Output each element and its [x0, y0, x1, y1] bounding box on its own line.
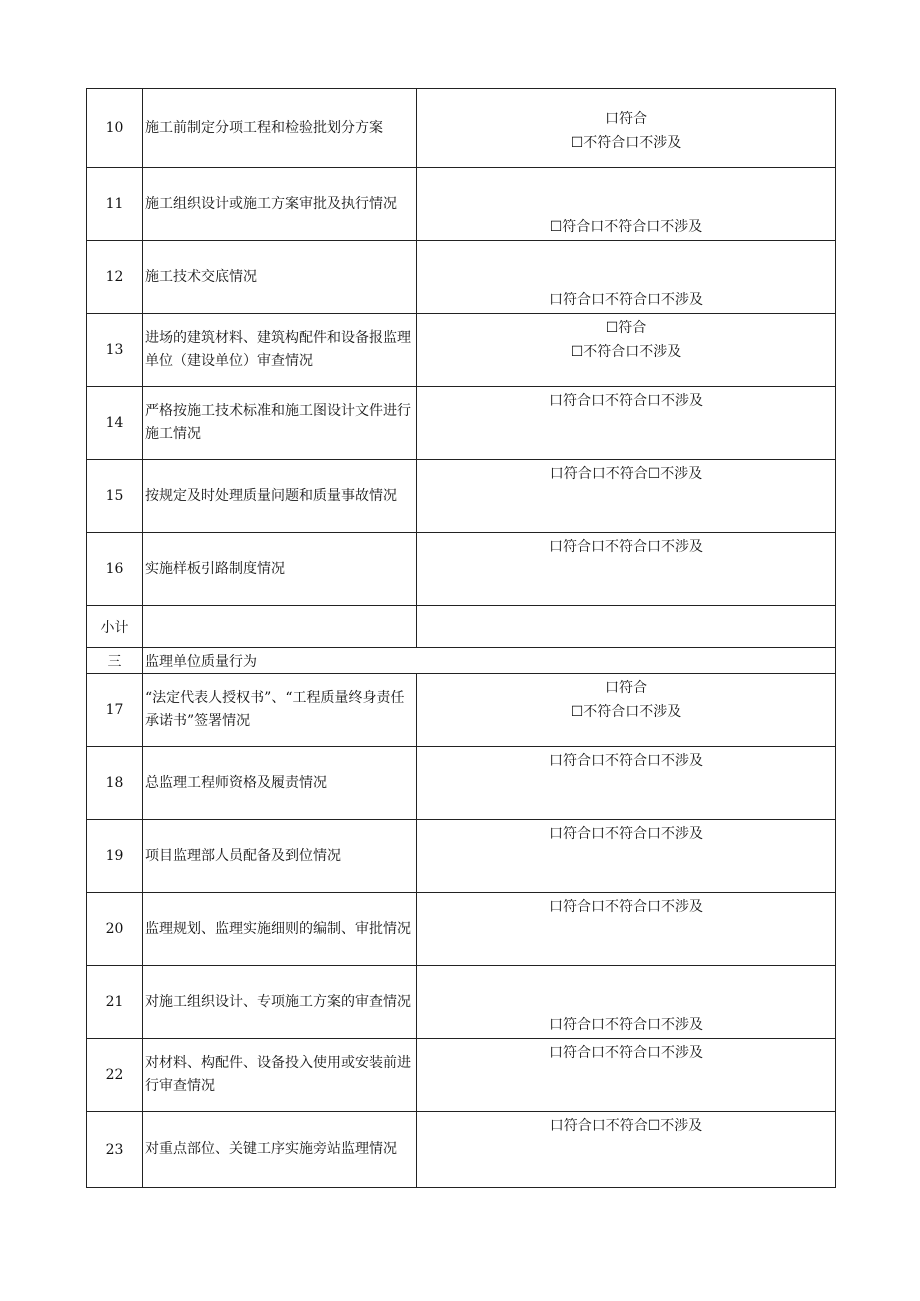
section-number: 三: [87, 648, 143, 673]
row-number: 13: [87, 314, 143, 386]
result-option: 口符合: [605, 680, 647, 696]
table-row: [87, 240, 835, 313]
row-number: 14: [87, 387, 143, 459]
check-item: 对重点部位、关键工序实施旁站监理情况: [143, 1112, 417, 1187]
subtotal-value[interactable]: [417, 606, 835, 647]
check-item: 施工前制定分项工程和检验批划分方案: [143, 89, 417, 167]
subtotal-row: [87, 605, 835, 647]
result-cell[interactable]: [417, 893, 835, 965]
table-row: [87, 892, 835, 965]
result-cell[interactable]: [417, 89, 835, 167]
result-option: ☐符合口不符合口不涉及: [549, 219, 703, 235]
result-cell[interactable]: [417, 1039, 835, 1111]
check-item: 实施样板引路制度情况: [143, 533, 417, 605]
table-row: [87, 1038, 835, 1111]
result-option: ☐不符合口不涉及: [570, 344, 682, 360]
result-option: 口符合口不符合口不涉及: [549, 393, 703, 409]
result-cell[interactable]: [417, 168, 835, 240]
subtotal-label: 小计: [87, 606, 143, 647]
result-option: 口符合口不符合口不涉及: [549, 826, 703, 842]
check-item: 施工技术交底情况: [143, 241, 417, 313]
table-row: [87, 167, 835, 240]
inspection-table: [86, 88, 836, 1188]
result-cell[interactable]: [417, 533, 835, 605]
result-cell[interactable]: [417, 674, 835, 746]
check-item: 施工组织设计或施工方案审批及执行情况: [143, 168, 417, 240]
check-item: 进场的建筑材料、建筑构配件和设备报监理单位（建设单位）审查情况: [143, 314, 417, 386]
result-option: 口符合口不符合☐不涉及: [549, 466, 703, 482]
subtotal-item: [143, 606, 417, 647]
table-row: [87, 746, 835, 819]
result-cell[interactable]: [417, 314, 835, 386]
check-item: 严格按施工技术标准和施工图设计文件进行施工情况: [143, 387, 417, 459]
row-number: 17: [87, 674, 143, 746]
result-option: 口符合口不符合口不涉及: [549, 292, 703, 308]
table-row: [87, 532, 835, 605]
table-row: [87, 459, 835, 532]
result-cell[interactable]: [417, 966, 835, 1038]
result-cell[interactable]: [417, 820, 835, 892]
result-option: 口符合口不符合口不涉及: [549, 753, 703, 769]
check-item: 监理规划、监理实施细则的编制、审批情况: [143, 893, 417, 965]
check-item: 对材料、构配件、设备投入使用或安装前进行审查情况: [143, 1039, 417, 1111]
table-row: [87, 89, 835, 167]
result-option: ☐不符合口不涉及: [570, 704, 682, 720]
result-option: ☐不符合口不涉及: [570, 135, 682, 151]
check-item: 对施工组织设计、专项施工方案的审查情况: [143, 966, 417, 1038]
section-title: 监理单位质量行为: [145, 653, 257, 670]
table-row: [87, 1111, 835, 1187]
section-header-row: [87, 647, 835, 673]
check-item: “法定代表人授权书”、“工程质量终身责任承诺书”签署情况: [143, 674, 417, 746]
result-option: 口符合: [605, 111, 647, 127]
row-number: 15: [87, 460, 143, 532]
result-cell[interactable]: [417, 1112, 835, 1187]
table-row: [87, 965, 835, 1038]
result-cell[interactable]: [417, 387, 835, 459]
row-number: 23: [87, 1112, 143, 1187]
row-number: 16: [87, 533, 143, 605]
row-number: 21: [87, 966, 143, 1038]
row-number: 19: [87, 820, 143, 892]
check-item: 项目监理部人员配备及到位情况: [143, 820, 417, 892]
table-row: [87, 313, 835, 386]
result-option: 口符合口不符合口不涉及: [549, 1045, 703, 1061]
row-number: 11: [87, 168, 143, 240]
result-option: 口符合口不符合口不涉及: [549, 899, 703, 915]
result-cell[interactable]: [417, 460, 835, 532]
row-number: 12: [87, 241, 143, 313]
result-option: 口符合口不符合☐不涉及: [549, 1118, 703, 1134]
result-option: 口符合口不符合口不涉及: [549, 539, 703, 555]
result-cell[interactable]: [417, 747, 835, 819]
result-option: 口符合口不符合口不涉及: [549, 1017, 703, 1033]
row-number: 20: [87, 893, 143, 965]
table-row: [87, 386, 835, 459]
check-item: 按规定及时处理质量问题和质量事故情况: [143, 460, 417, 532]
row-number: 10: [87, 89, 143, 167]
row-number: 18: [87, 747, 143, 819]
row-number: 22: [87, 1039, 143, 1111]
table-row: [87, 673, 835, 746]
result-option: ☐符合: [605, 320, 647, 336]
table-row: [87, 819, 835, 892]
check-item: 总监理工程师资格及履责情况: [143, 747, 417, 819]
result-cell[interactable]: [417, 241, 835, 313]
